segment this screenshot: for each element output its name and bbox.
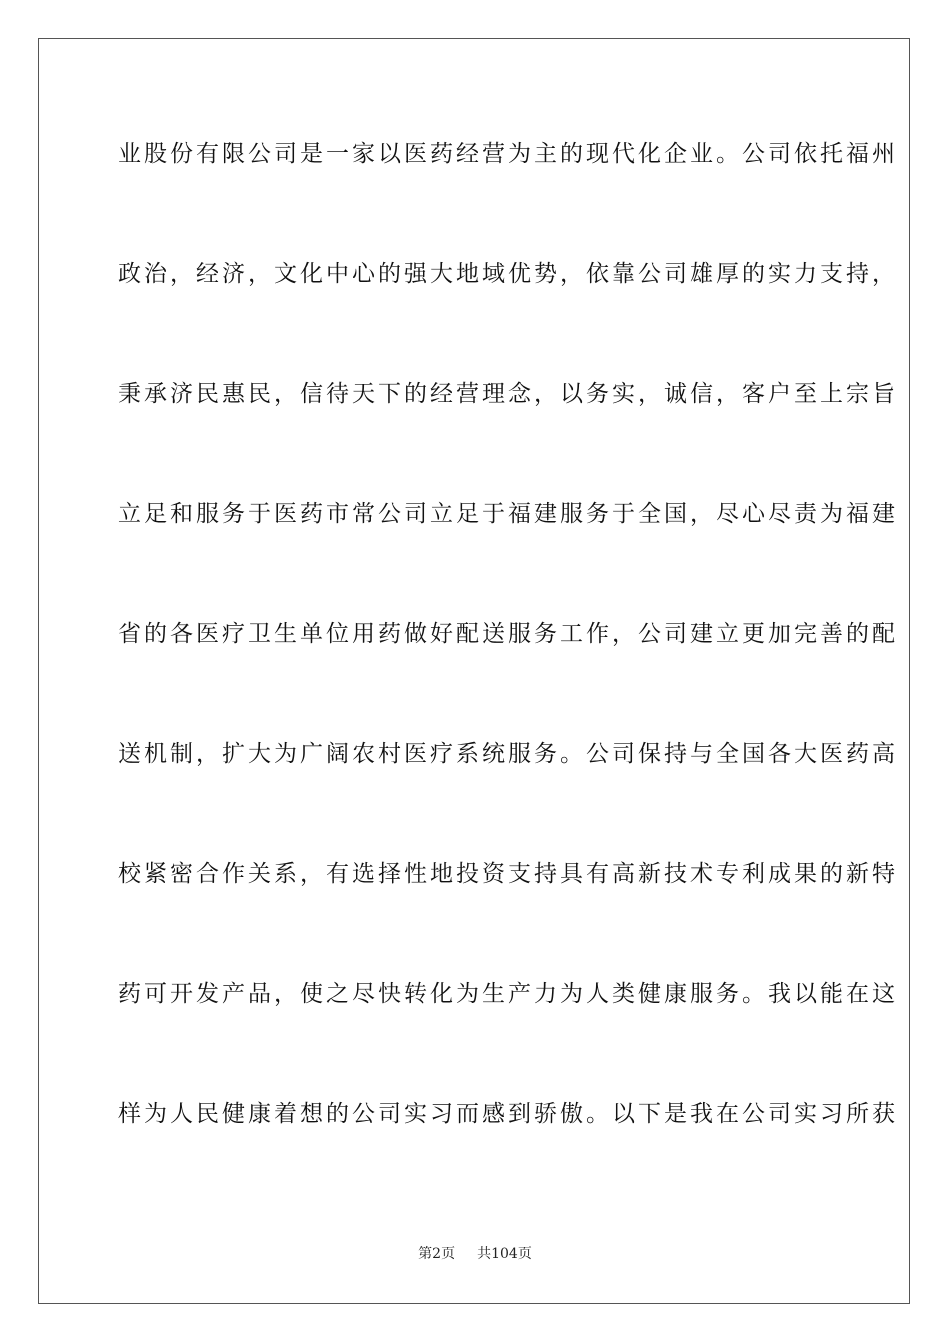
page-number: 第2页 bbox=[418, 1246, 456, 1262]
text-line: 省的各医疗卫生单位用药做好配送服务工作，公司建立更加完善的配 bbox=[118, 621, 898, 647]
page-footer bbox=[0, 1244, 950, 1264]
page-total: 共104页 bbox=[477, 1246, 532, 1262]
text-line: 秉承济民惠民，信待天下的经营理念，以务实，诚信，客户至上宗旨 bbox=[118, 381, 898, 407]
text-line: 送机制，扩大为广阔农村医疗系统服务。公司保持与全国各大医药高 bbox=[118, 741, 898, 767]
text-line: 立足和服务于医药市常公司立足于福建服务于全国，尽心尽责为福建 bbox=[118, 501, 898, 527]
text-line: 样为人民健康着想的公司实习而感到骄傲。以下是我在公司实习所获 bbox=[118, 1101, 898, 1127]
text-line: 业股份有限公司是一家以医药经营为主的现代化企业。公司依托福州 bbox=[118, 141, 898, 167]
text-line: 校紧密合作关系，有选择性地投资支持具有高新技术专利成果的新特 bbox=[118, 861, 898, 887]
text-line: 政治，经济，文化中心的强大地域优势，依靠公司雄厚的实力支持， bbox=[118, 261, 898, 287]
text-line: 药可开发产品，使之尽快转化为生产力为人类健康服务。我以能在这 bbox=[118, 981, 898, 1007]
